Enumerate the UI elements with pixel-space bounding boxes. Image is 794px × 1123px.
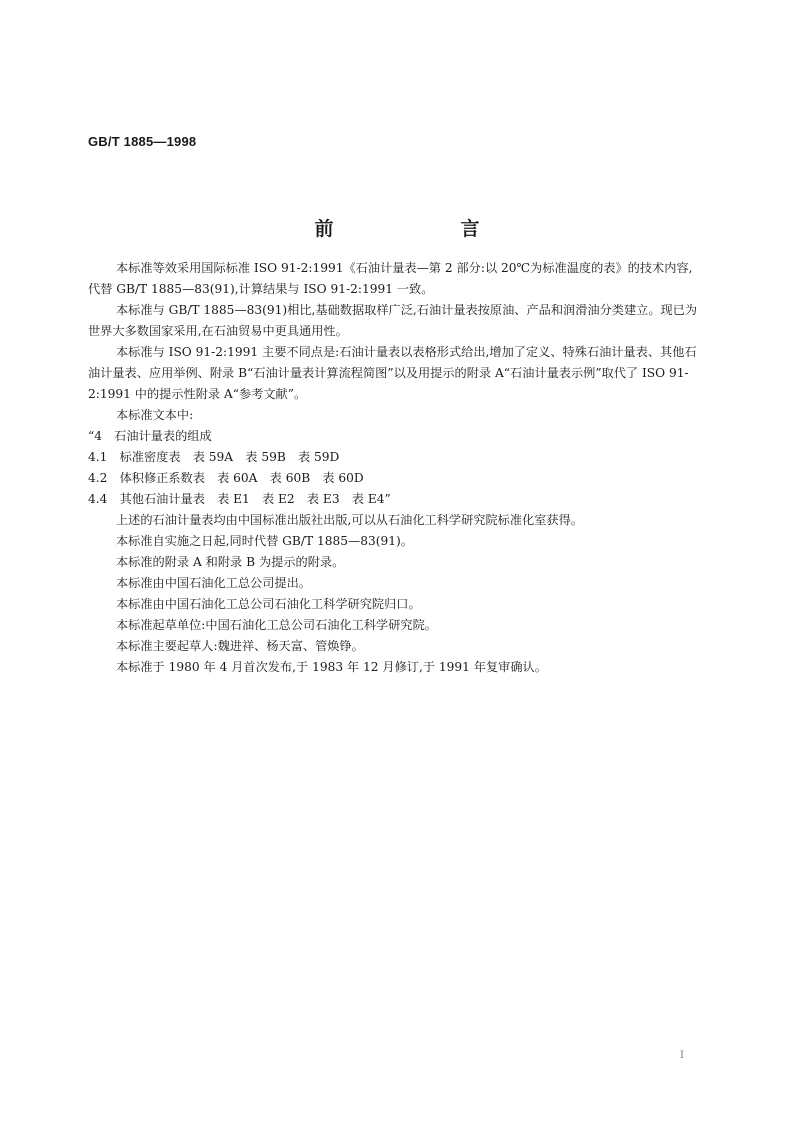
paragraph-annexes: 本标准的附录 A 和附录 B 为提示的附录。 [116, 555, 345, 569]
paragraph-differences: 本标准与 ISO 91-2:1991 主要不同点是:石油计量表以表格形式给出,增加了定义、特殊石油计量表、其他石油计量表、应用举例、附录 B“石油计量表计算流程简图”以及用提示的附录 A“石油计量表示例”取代了 ISO 91-2:1991 中的提示性附录 A“参考文献”。 [88, 345, 697, 401]
paragraph-proposer: 本标准由中国石油化工总公司提出。 [116, 576, 311, 590]
paragraph-drafters: 本标准主要起草人:魏进祥、杨天富、管焕铮。 [116, 639, 364, 653]
quote-line-clause-4-1: 4.1 标准密度表 表 59A 表 59B 表 59D [88, 450, 340, 464]
paragraph-equivalence: 本标准等效采用国际标准 ISO 91-2:1991《石油计量表—第 2 部分:以 20℃为标准温度的表》的技术内容,代替 GB/T 1885—83(91),计算结果与 ISO 91-2:1991 一致。 [88, 261, 693, 296]
page-title: 前 言 [314, 218, 534, 240]
standard-number: GB/T 1885—1998 [88, 134, 197, 149]
paragraph-drafting-unit: 本标准起草单位:中国石油化工总公司石油化工科学研究院。 [116, 618, 437, 632]
paragraph-text-intro: 本标准文本中: [116, 408, 194, 422]
quote-line-clause-4-2: 4.2 体积修正系数表 表 60A 表 60B 表 60D [88, 471, 364, 485]
foreword-body [88, 258, 698, 678]
quote-line-clause-4-4: 4.4 其他石油计量表 表 E1 表 E2 表 E3 表 E4” [88, 492, 391, 506]
page-number: I [680, 1050, 684, 1061]
paragraph-history: 本标准于 1980 年 4 月首次发布,于 1983 年 12 月修订,于 1991 年复审确认。 [116, 660, 547, 674]
quote-line-clause-4: “4 石油计量表的组成 [88, 429, 212, 443]
paragraph-centralized-unit: 本标准由中国石油化工总公司石油化工科学研究院归口。 [116, 597, 421, 611]
paragraph-availability: 上述的石油计量表均由中国标准出版社出版,可以从石油化工科学研究院标准化室获得。 [116, 513, 583, 527]
paragraph-comparison: 本标准与 GB/T 1885—83(91)相比,基础数据取样广泛,石油计量表按原油、产品和润滑油分类建立。现已为世界大多数国家采用,在石油贸易中更具通用性。 [88, 303, 698, 338]
paragraph-replacement: 本标准自实施之日起,同时代替 GB/T 1885—83(91)。 [116, 534, 413, 548]
